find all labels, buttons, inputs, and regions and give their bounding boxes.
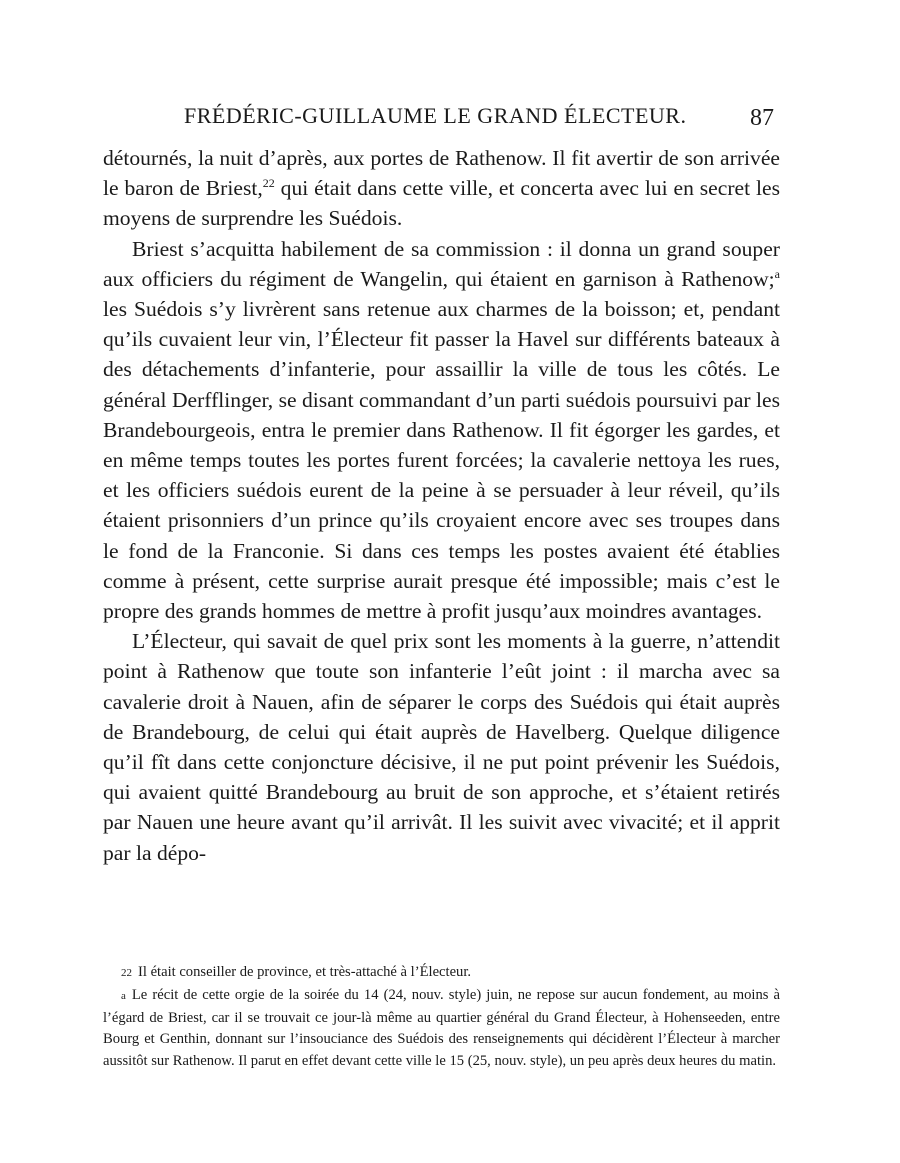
footnote-mark: 22 [121, 967, 132, 979]
paragraph-1-text-b: qui était dans cette ville, et concerta avec lui en secret les moyens de surprendre les Suédois. [103, 176, 780, 231]
paragraph-2 [103, 234, 780, 627]
footnote-text: Il était conseiller de province, et très-attaché à l’Électeur. [138, 964, 472, 980]
footnote-22 [103, 962, 780, 985]
page-header [0, 103, 900, 139]
paragraph-2-text-a: Briest s’acquitta habilement de sa commission : il donna un grand souper aux officiers du régiment de Wangelin, qui étaient en garnison à Rathenow; [103, 236, 780, 291]
footnote-text: Le récit de cette orgie de la soirée du 14 (24, nouv. style) juin, ne repose sur aucun fondement, au moins à l’égard de Briest, car il se trouvait ce jour-là même au quartier général du Grand Électeur, à Hohenseeden, entre Bourg et Genthin, donnant sur l’insouciance des Suédois des renseignements qui décidèrent l’Électeur à marcher aussitôt sur Rathenow. Il parut en effet devant cette ville le 15 (25, nouv. style), un peu après deux heures du matin. [103, 986, 780, 1070]
footnote-mark: a [121, 989, 126, 1002]
body-text [103, 143, 780, 868]
footnote-ref-a: a [774, 266, 780, 281]
footnote-a [103, 985, 780, 1073]
running-title: FRÉDÉRIC-GUILLAUME LE GRAND ÉLECTEUR. [184, 103, 687, 128]
page-number: 87 [750, 105, 774, 131]
footnote-ref-22: 22 [262, 176, 275, 191]
paragraph-1 [103, 143, 780, 234]
paragraph-3: L’Électeur, qui savait de quel prix sont les moments à la guerre, n’attendit point à Rathenow que toute son infanterie l’eût joint : il marcha avec sa cavalerie droit à Nauen, afin de séparer le corps des Suédois qui était auprès de Brandebourg, de celui qui était auprès de Havelberg. Quelque diligence qu’il fît dans cette conjoncture décisive, il ne put point prévenir les Suédois, qui avaient quitté Brandebourg au bruit de son approche, et s’étaient retirés par Nauen une heure avant qu’il arrivât. Il les suivit avec vivacité; et il apprit par la dépo- [103, 629, 780, 865]
footnotes [103, 962, 780, 1073]
paragraph-2-text-b: les Suédois s’y livrèrent sans retenue aux charmes de la boisson; et, pendant qu’ils cuvaient leur vin, l’Électeur fit passer la Havel sur différents bateaux à des détachements d’infanterie, pour assaillir la ville de tous les côtés. Le général Derfflinger, se disant commandant d’un parti suédois poursuivi par les Brandebourgeois, entra le premier dans Rathenow. Il fit égorger les gardes, et en même temps toutes les portes furent forcées; la cavalerie nettoya les rues, et les officiers suédois eurent de la peine à se persuader à leur réveil, qu’ils étaient prisonniers d’un prince qu’ils croyaient encore avec ses troupes dans le fond de la Franconie. Si dans ces temps les postes avaient été établies comme à présent, cette surprise aurait presque été impossible; mais c’est le propre des grands hommes de mettre à profit jusqu’aux moindres avantages. [103, 297, 780, 624]
paragraph-1-text-a: détournés, la nuit d’après, aux portes de Rathenow. Il fit avertir de son arrivée le baron de Briest, [103, 146, 780, 201]
